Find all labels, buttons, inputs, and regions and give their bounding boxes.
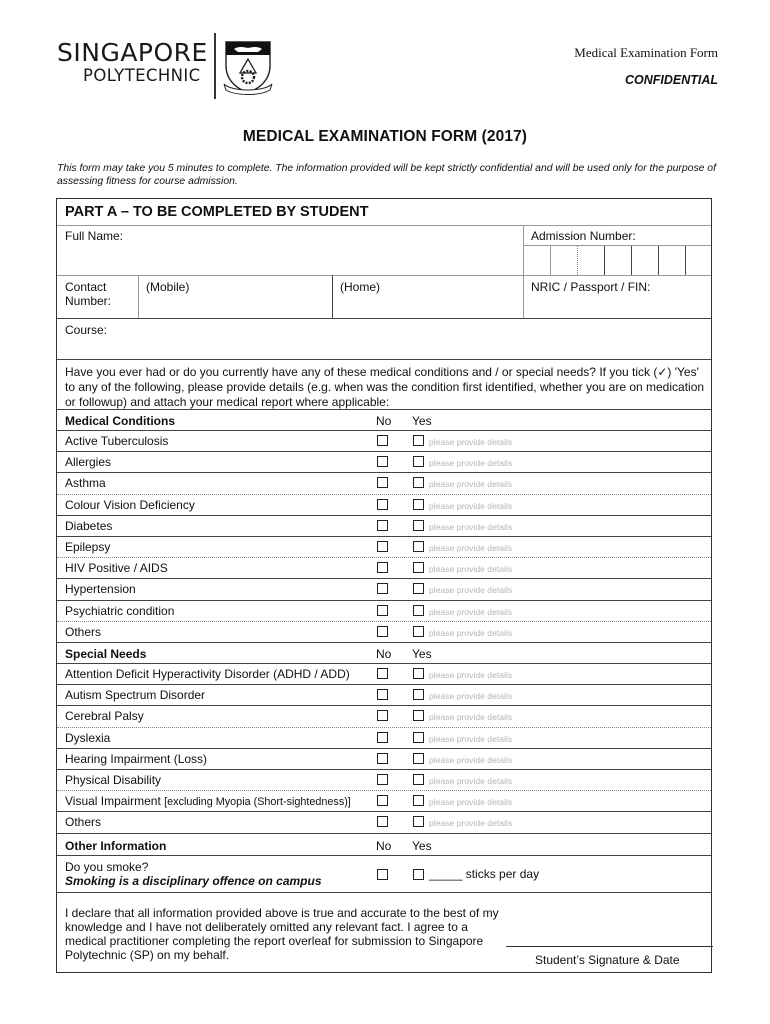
details-field[interactable]: please provide details bbox=[429, 754, 513, 765]
details-field[interactable]: please provide details bbox=[429, 776, 513, 786]
medical_conditions-9-yes-checkbox[interactable] bbox=[413, 626, 424, 637]
nric-field[interactable] bbox=[527, 295, 711, 317]
smoke-yes-checkbox[interactable] bbox=[413, 869, 424, 880]
condition-row-label bbox=[65, 815, 101, 829]
divider bbox=[57, 409, 711, 410]
details-field[interactable]: please provide details bbox=[429, 606, 513, 617]
special_needs-2-no-checkbox[interactable] bbox=[377, 710, 388, 721]
divider bbox=[57, 275, 711, 276]
condition-row-label bbox=[65, 625, 101, 639]
condition-row-label bbox=[65, 476, 106, 490]
medical_conditions-7-no-checkbox[interactable] bbox=[377, 583, 388, 594]
details-field[interactable]: please provide details bbox=[429, 712, 513, 723]
contact-label-line1: Contact bbox=[65, 280, 107, 294]
medical_conditions-0-no-checkbox[interactable] bbox=[377, 435, 388, 446]
logo-text-polytechnic: POLYTECHNIC bbox=[83, 66, 201, 85]
medical_conditions-1-no-checkbox[interactable] bbox=[377, 456, 388, 467]
contact-label-line2: Number: bbox=[65, 294, 112, 308]
medical-conditions-heading: Medical Conditions bbox=[65, 414, 176, 428]
admission-number-boxes bbox=[524, 246, 712, 275]
details-field[interactable]: please provide details bbox=[429, 543, 513, 553]
col-yes-label: Yes bbox=[412, 839, 432, 853]
divider bbox=[57, 318, 711, 319]
row-divider bbox=[57, 536, 711, 537]
special_needs-7-yes-checkbox[interactable] bbox=[413, 816, 424, 827]
part-a-title: PART A – TO BE COMPLETED BY STUDENT bbox=[65, 204, 369, 220]
row-divider bbox=[57, 515, 711, 516]
medical_conditions-5-no-checkbox[interactable] bbox=[377, 541, 388, 552]
conditions-question: Have you ever had or do you currently have any of these medical conditions and / or special needs? If you tick (✓) 'Yes' to any of the following, please provide details (e.g. when was the condition first identified, whether you are on medication or followup) and attach your medical report where applicable: bbox=[65, 365, 705, 409]
part-a-form bbox=[56, 198, 712, 973]
condition-label: Cerebral Palsy bbox=[65, 709, 144, 724]
condition-label: Epilepsy bbox=[65, 540, 111, 554]
col-yes-label: Yes bbox=[412, 414, 432, 428]
condition-row-label bbox=[65, 709, 144, 723]
details-field[interactable]: please provide details bbox=[429, 500, 513, 511]
col-yes-label: Yes bbox=[412, 647, 432, 661]
full-name-label: Full Name: bbox=[65, 229, 124, 243]
smoke-question-text: Do you smoke? bbox=[65, 860, 149, 874]
details-field[interactable]: please provide details bbox=[429, 797, 513, 808]
row-divider bbox=[57, 748, 711, 749]
row-divider bbox=[57, 705, 711, 706]
condition-row-label bbox=[65, 752, 207, 766]
logo-divider bbox=[214, 33, 216, 99]
divider bbox=[57, 430, 711, 431]
special_needs-4-yes-checkbox[interactable] bbox=[413, 753, 424, 764]
other-information-heading: Other Information bbox=[65, 839, 167, 853]
row-divider bbox=[57, 472, 711, 473]
condition-row-label bbox=[65, 773, 161, 787]
condition-row-label bbox=[65, 688, 205, 702]
admission-digit-2[interactable] bbox=[551, 246, 578, 275]
condition-label: Colour Vision Deficiency bbox=[65, 497, 195, 512]
declaration-text: I declare that all information provided above is true and accurate to the best of my knowledge and I have not deliberately omitted any relevant fact. I agree to a medical practitioner completing the report overleaf for submission to Singapore Polytechnic (SP) on my behalf. bbox=[65, 906, 499, 962]
details-field[interactable]: please provide details bbox=[429, 818, 513, 829]
admission-digit-4[interactable] bbox=[605, 246, 632, 275]
medical_conditions-6-yes-checkbox[interactable] bbox=[413, 562, 424, 573]
mobile-label: (Mobile) bbox=[146, 280, 190, 294]
medical_conditions-5-yes-checkbox[interactable] bbox=[413, 541, 424, 552]
course-field[interactable] bbox=[59, 337, 709, 357]
condition-label: Dyslexia bbox=[65, 730, 111, 745]
col-no-label: No bbox=[376, 647, 392, 661]
condition-label: Psychiatric condition bbox=[65, 603, 175, 618]
special_needs-6-no-checkbox[interactable] bbox=[377, 795, 388, 806]
row-divider bbox=[57, 557, 711, 558]
medical_conditions-9-no-checkbox[interactable] bbox=[377, 626, 388, 637]
details-field[interactable]: please provide details bbox=[429, 437, 513, 447]
divider bbox=[138, 275, 139, 318]
condition-row-label bbox=[65, 604, 174, 618]
details-field[interactable]: please provide details bbox=[429, 691, 513, 702]
special_needs-7-no-checkbox[interactable] bbox=[377, 816, 388, 827]
medical_conditions-3-no-checkbox[interactable] bbox=[377, 499, 388, 510]
sticks-per-day-field[interactable]: _____ sticks per day bbox=[429, 867, 540, 881]
special_needs-0-yes-checkbox[interactable] bbox=[413, 668, 424, 679]
condition-label: Visual Impairment bbox=[65, 794, 161, 809]
row-divider bbox=[57, 833, 711, 834]
special_needs-5-yes-checkbox[interactable] bbox=[413, 774, 424, 785]
special_needs-1-yes-checkbox[interactable] bbox=[413, 689, 424, 700]
admission-number-label: Admission Number: bbox=[531, 229, 636, 243]
special_needs-0-no-checkbox[interactable] bbox=[377, 668, 388, 679]
home-phone-field[interactable] bbox=[335, 295, 521, 317]
special_needs-3-no-checkbox[interactable] bbox=[377, 732, 388, 743]
condition-label: Autism Spectrum Disorder bbox=[65, 688, 206, 703]
medical_conditions-2-yes-checkbox[interactable] bbox=[413, 477, 424, 488]
contact-number-label bbox=[65, 280, 111, 308]
smoke-warning: Smoking is a disciplinary offence on campus bbox=[65, 874, 322, 888]
row-divider bbox=[57, 811, 711, 812]
header-right bbox=[574, 45, 718, 87]
details-field[interactable]: please provide details bbox=[429, 585, 513, 596]
special_needs-3-yes-checkbox[interactable] bbox=[413, 732, 424, 743]
details-field[interactable]: please provide details bbox=[429, 670, 513, 680]
medical_conditions-8-yes-checkbox[interactable] bbox=[413, 605, 424, 616]
page-title: MEDICAL EXAMINATION FORM (2017) bbox=[242, 128, 528, 145]
condition-label: Attention Deficit Hyperactivity Disorder (ADHD / ADD) bbox=[65, 667, 350, 681]
condition-row-label bbox=[65, 561, 168, 575]
admission-digit-3[interactable] bbox=[578, 246, 605, 275]
medical_conditions-3-yes-checkbox[interactable] bbox=[413, 499, 424, 510]
condition-note: [excluding Myopia (Short-sightedness)] bbox=[164, 796, 351, 809]
condition-label: Others bbox=[65, 815, 102, 830]
row-divider bbox=[57, 578, 711, 579]
divider bbox=[332, 275, 333, 318]
condition-label: Diabetes bbox=[65, 518, 113, 533]
col-no-label: No bbox=[376, 414, 392, 428]
details-field[interactable]: please provide details bbox=[429, 521, 513, 532]
condition-row-label bbox=[65, 455, 111, 469]
details-field[interactable]: please provide details bbox=[429, 564, 513, 575]
signature-line[interactable] bbox=[506, 946, 713, 947]
medical_conditions-1-yes-checkbox[interactable] bbox=[413, 456, 424, 467]
row-divider bbox=[57, 769, 711, 770]
divider bbox=[57, 892, 711, 893]
condition-label: Allergies bbox=[65, 455, 112, 470]
mobile-field[interactable] bbox=[141, 295, 331, 317]
admission-digit-5[interactable] bbox=[632, 246, 659, 275]
details-field[interactable]: please provide details bbox=[429, 733, 513, 744]
condition-row-label bbox=[65, 582, 136, 596]
medical_conditions-0-yes-checkbox[interactable] bbox=[413, 435, 424, 446]
condition-label: Hearing Impairment (Loss) bbox=[65, 751, 208, 766]
form-name: Medical Examination Form bbox=[574, 45, 718, 60]
condition-label: Asthma bbox=[65, 476, 106, 491]
row-divider bbox=[57, 600, 711, 601]
full-name-field[interactable] bbox=[59, 243, 521, 273]
medical_conditions-7-yes-checkbox[interactable] bbox=[413, 583, 424, 594]
condition-label: Active Tuberculosis bbox=[65, 434, 169, 448]
special-needs-heading: Special Needs bbox=[65, 647, 147, 661]
condition-row-label bbox=[65, 540, 110, 554]
home-label: (Home) bbox=[340, 280, 381, 294]
special_needs-4-no-checkbox[interactable] bbox=[377, 753, 388, 764]
row-divider bbox=[57, 451, 711, 452]
special_needs-5-no-checkbox[interactable] bbox=[377, 774, 388, 785]
smoke-no-checkbox[interactable] bbox=[377, 869, 388, 880]
condition-row-label bbox=[65, 519, 112, 533]
condition-row-label bbox=[65, 498, 195, 512]
signature-label: Student’s Signature & Date bbox=[535, 953, 680, 967]
condition-row-label bbox=[65, 731, 110, 745]
smoke-question bbox=[65, 860, 322, 888]
condition-label: Physical Disability bbox=[65, 773, 162, 787]
intro-text: This form may take you 5 minutes to complete. The information provided will be kept strictly confidential and will be used only for the purpose of assessing fitness for course admission. bbox=[57, 163, 716, 187]
details-field[interactable]: please provide details bbox=[429, 479, 513, 490]
row-divider bbox=[57, 684, 711, 685]
nric-label: NRIC / Passport / FIN: bbox=[531, 280, 651, 294]
condition-label: HIV Positive / AIDS bbox=[65, 561, 168, 576]
condition-row-label bbox=[65, 667, 350, 681]
medical_conditions-6-no-checkbox[interactable] bbox=[377, 562, 388, 573]
admission-digit-6[interactable] bbox=[659, 246, 686, 275]
special_needs-2-yes-checkbox[interactable] bbox=[413, 710, 424, 721]
medical_conditions-2-no-checkbox[interactable] bbox=[377, 477, 388, 488]
row-divider bbox=[57, 727, 711, 728]
confidential-label: CONFIDENTIAL bbox=[624, 73, 718, 87]
special_needs-1-no-checkbox[interactable] bbox=[377, 689, 388, 700]
medical_conditions-4-yes-checkbox[interactable] bbox=[413, 520, 424, 531]
admission-digit-7[interactable] bbox=[686, 246, 712, 275]
row-divider bbox=[57, 790, 711, 791]
divider bbox=[57, 225, 711, 226]
condition-row-label bbox=[65, 794, 351, 808]
condition-label: Others bbox=[65, 624, 102, 639]
course-label: Course: bbox=[65, 323, 108, 337]
details-field[interactable]: please provide details bbox=[429, 627, 513, 638]
divider bbox=[57, 855, 711, 856]
row-divider bbox=[57, 494, 711, 495]
admission-digit-1[interactable] bbox=[524, 246, 551, 275]
divider bbox=[57, 359, 711, 360]
condition-row-label bbox=[65, 434, 168, 448]
row-divider bbox=[57, 642, 711, 643]
details-field[interactable]: please provide details bbox=[429, 458, 513, 469]
medical_conditions-4-no-checkbox[interactable] bbox=[377, 520, 388, 531]
divider bbox=[57, 663, 711, 664]
row-divider bbox=[57, 621, 711, 622]
crest-icon bbox=[222, 40, 274, 96]
medical_conditions-8-no-checkbox[interactable] bbox=[377, 605, 388, 616]
col-no-label: No bbox=[376, 839, 392, 853]
special_needs-6-yes-checkbox[interactable] bbox=[413, 795, 424, 806]
logo-text-singapore: SINGAPORE bbox=[57, 38, 208, 67]
condition-label: Hypertension bbox=[65, 582, 136, 597]
